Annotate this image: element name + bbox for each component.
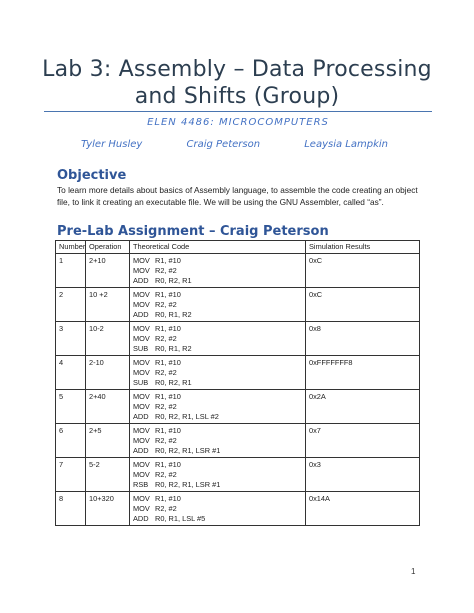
author-name: Craig Peterson	[186, 139, 261, 150]
cell-code	[130, 424, 306, 458]
cell-operation: 2+10	[86, 254, 130, 288]
code-mnemonic: ADD	[133, 276, 149, 285]
code-line	[133, 310, 302, 320]
table-row	[56, 458, 420, 492]
cell-operation: 5-2	[86, 458, 130, 492]
code-operands: R1, #10	[155, 460, 181, 469]
table-row	[56, 356, 420, 390]
code-line	[133, 334, 302, 344]
code-operands: R1, #10	[155, 392, 181, 401]
column-header-code: Theoretical Code	[130, 241, 306, 254]
code-mnemonic: ADD	[133, 310, 149, 319]
code-line	[133, 446, 302, 456]
code-operands: R0, R2, R1	[155, 276, 192, 285]
code-operands: R2, #2	[155, 402, 177, 411]
cell-number: 7	[56, 458, 86, 492]
code-mnemonic: MOV	[133, 504, 150, 513]
table-row	[56, 254, 420, 288]
code-line	[133, 358, 302, 368]
title-divider	[44, 111, 432, 112]
cell-number: 3	[56, 322, 86, 356]
code-mnemonic: SUB	[133, 378, 149, 387]
code-operands: R0, R2, R1	[155, 378, 192, 387]
code-mnemonic: MOV	[133, 460, 150, 469]
cell-operation: 2+5	[86, 424, 130, 458]
code-line	[133, 290, 302, 300]
cell-number: 4	[56, 356, 86, 390]
code-operands: R2, #2	[155, 368, 177, 377]
code-mnemonic: MOV	[133, 256, 150, 265]
cell-operation: 2-10	[86, 356, 130, 390]
cell-number: 8	[56, 492, 86, 526]
code-mnemonic: ADD	[133, 412, 149, 421]
code-line	[133, 514, 302, 524]
author-list	[44, 139, 432, 150]
code-mnemonic: ADD	[133, 514, 149, 523]
table-row	[56, 424, 420, 458]
code-operands: R0, R2, R1, LSR #1	[155, 480, 221, 489]
code-mnemonic: MOV	[133, 266, 150, 275]
title-line-1: Lab 3: Assembly – Data Processing	[42, 57, 432, 82]
code-mnemonic: MOV	[133, 358, 150, 367]
cell-code	[130, 254, 306, 288]
code-line	[133, 368, 302, 378]
cell-code	[130, 492, 306, 526]
code-line	[133, 344, 302, 354]
column-header-number: Number	[56, 241, 86, 254]
code-mnemonic: RSB	[133, 480, 149, 489]
table-row	[56, 390, 420, 424]
code-mnemonic: MOV	[133, 392, 150, 401]
code-operands: R0, R1, LSL #5	[155, 514, 206, 523]
cell-number: 2	[56, 288, 86, 322]
code-operands: R0, R1, R2	[155, 344, 192, 353]
code-mnemonic: MOV	[133, 470, 150, 479]
document-title	[40, 56, 434, 110]
code-line	[133, 504, 302, 514]
code-operands: R2, #2	[155, 436, 177, 445]
course-subtitle: ELEN 4486: MICROCOMPUTERS	[147, 117, 329, 128]
column-header-operation: Operation	[86, 241, 130, 254]
code-operands: R0, R1, R2	[155, 310, 192, 319]
code-operands: R1, #10	[155, 494, 181, 503]
cell-result: 0xFFFFFFF8	[306, 356, 420, 390]
code-mnemonic: MOV	[133, 368, 150, 377]
cell-result: 0xC	[306, 254, 420, 288]
cell-result: 0xC	[306, 288, 420, 322]
cell-code	[130, 356, 306, 390]
cell-operation: 10+320	[86, 492, 130, 526]
cell-result: 0x3	[306, 458, 420, 492]
code-line	[133, 460, 302, 470]
author-name: Leaysia Lampkin	[304, 139, 388, 150]
objective-heading: Objective	[57, 168, 127, 183]
code-operands: R2, #2	[155, 470, 177, 479]
title-line-2: and Shifts (Group)	[134, 84, 340, 109]
code-line	[133, 276, 302, 286]
code-mnemonic: MOV	[133, 290, 150, 299]
code-operands: R2, #2	[155, 504, 177, 513]
code-line	[133, 392, 302, 402]
code-operands: R2, #2	[155, 300, 177, 309]
code-line	[133, 300, 302, 310]
cell-number: 1	[56, 254, 86, 288]
table-body	[56, 254, 420, 526]
code-line	[133, 402, 302, 412]
cell-code	[130, 390, 306, 424]
author-name: Tyler Husley	[81, 139, 143, 150]
cell-result: 0x7	[306, 424, 420, 458]
code-operands: R1, #10	[155, 426, 181, 435]
objective-paragraph: To learn more details about basics of Assembly language, to assemble the code creating an object file, to link it creating an executable file. We will be using the GNU Assembler, called “as”.	[57, 185, 418, 207]
table-row	[56, 288, 420, 322]
code-line	[133, 494, 302, 504]
cell-number: 5	[56, 390, 86, 424]
code-operands: R1, #10	[155, 290, 181, 299]
code-mnemonic: MOV	[133, 300, 150, 309]
table-row	[56, 322, 420, 356]
cell-number: 6	[56, 424, 86, 458]
code-operands: R1, #10	[155, 256, 181, 265]
cell-result: 0x2A	[306, 390, 420, 424]
code-mnemonic: SUB	[133, 344, 149, 353]
cell-operation: 2+40	[86, 390, 130, 424]
code-mnemonic: MOV	[133, 324, 150, 333]
code-operands: R1, #10	[155, 324, 181, 333]
code-line	[133, 324, 302, 334]
code-line	[133, 470, 302, 480]
code-line	[133, 480, 302, 490]
code-mnemonic: MOV	[133, 494, 150, 503]
table-header-row	[56, 241, 420, 254]
code-mnemonic: MOV	[133, 334, 150, 343]
code-line	[133, 266, 302, 276]
code-operands: R1, #10	[155, 358, 181, 367]
prelab-heading: Pre-Lab Assignment – Craig Peterson	[57, 224, 329, 239]
code-operands: R2, #2	[155, 334, 177, 343]
code-mnemonic: ADD	[133, 446, 149, 455]
code-operands: R0, R2, R1, LSR #1	[155, 446, 221, 455]
prelab-table	[55, 240, 420, 526]
cell-code	[130, 458, 306, 492]
code-operands: R0, R2, R1, LSL #2	[155, 412, 219, 421]
cell-operation: 10 +2	[86, 288, 130, 322]
code-line	[133, 378, 302, 388]
code-mnemonic: MOV	[133, 402, 150, 411]
cell-code	[130, 288, 306, 322]
code-line	[133, 436, 302, 446]
code-operands: R2, #2	[155, 266, 177, 275]
code-line	[133, 412, 302, 422]
cell-code	[130, 322, 306, 356]
cell-result: 0x8	[306, 322, 420, 356]
cell-operation: 10-2	[86, 322, 130, 356]
page-number: 1	[411, 567, 416, 576]
table-row	[56, 492, 420, 526]
code-mnemonic: MOV	[133, 426, 150, 435]
code-line	[133, 426, 302, 436]
cell-result: 0x14A	[306, 492, 420, 526]
column-header-results: Simulation Results	[306, 241, 420, 254]
code-line	[133, 256, 302, 266]
code-mnemonic: MOV	[133, 436, 150, 445]
